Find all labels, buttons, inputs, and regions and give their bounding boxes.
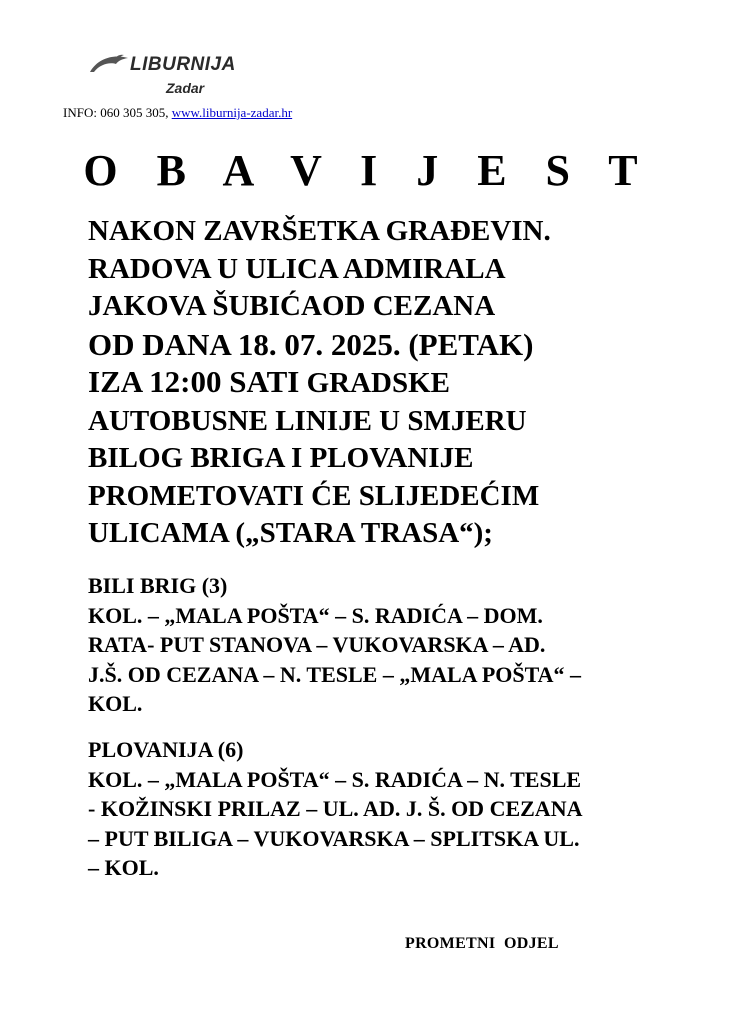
route-line: - KOŽINSKI PRILAZ – UL. AD. J. Š. OD CEZANA bbox=[88, 796, 583, 821]
notice-line: NAKON ZAVRŠETKA GRAĐEVIN. bbox=[88, 215, 551, 247]
brand-city: Zadar bbox=[166, 80, 205, 96]
route-line: KOL. – „MALA POŠTA“ – S. RADIĆA – N. TESLE bbox=[88, 766, 582, 792]
route-plovanija bbox=[88, 735, 708, 883]
route-heading: PLOVANIJA (6) bbox=[88, 737, 244, 762]
route-line: – PUT BILIGA – VUKOVARSKA – SPLITSKA UL. bbox=[88, 825, 580, 851]
notice-line-date: OD DANA 18. 07. 2025. (PETAK) bbox=[88, 326, 534, 362]
notice-line-time bbox=[88, 363, 708, 403]
notice-line: RADOVA U ULICA ADMIRALA bbox=[88, 252, 506, 285]
route-line: KOL. bbox=[88, 691, 143, 716]
notice-line-bus: GRADSKE bbox=[306, 367, 450, 399]
route-heading: BILI BRIG (3) bbox=[88, 573, 228, 598]
route-line: J.Š. OD CEZANA – N. TESLE – „MALA POŠTA“ – bbox=[88, 661, 582, 687]
notice-line: JAKOVA ŠUBIĆAOD CEZANA bbox=[88, 290, 496, 322]
route-bili-brig bbox=[88, 571, 708, 719]
notice-line: BILOG BRIGA I PLOVANIJE bbox=[88, 442, 474, 474]
footer-department: PROMETNI ODJEL bbox=[405, 935, 559, 952]
info-line bbox=[63, 105, 292, 121]
notice-title: O B A V I J E S T bbox=[83, 146, 652, 195]
notice-line: PROMETOVATI ĆE SLIJEDEĆIM bbox=[88, 479, 540, 512]
notice-line: ULICAMA („STARA TRASA“); bbox=[88, 517, 493, 549]
notice-line: AUTOBUSNE LINIJE U SMJERU bbox=[88, 404, 527, 437]
website-link[interactable]: www.liburnija-zadar.hr bbox=[171, 105, 293, 120]
brand-name: LIBURNIJA bbox=[130, 54, 236, 75]
info-phone: INFO: 060 305 305, bbox=[63, 105, 169, 120]
liburnija-logo bbox=[88, 50, 258, 105]
route-line: RATA- PUT STANOVA – VUKOVARSKA – AD. bbox=[88, 632, 546, 657]
route-line: – KOL. bbox=[88, 855, 159, 880]
route-line: KOL. – „MALA POŠTA“ – S. RADIĆA – DOM. bbox=[88, 602, 543, 628]
notice-time: IZA 12:00 SATI bbox=[88, 364, 300, 399]
notice-body bbox=[88, 213, 708, 553]
